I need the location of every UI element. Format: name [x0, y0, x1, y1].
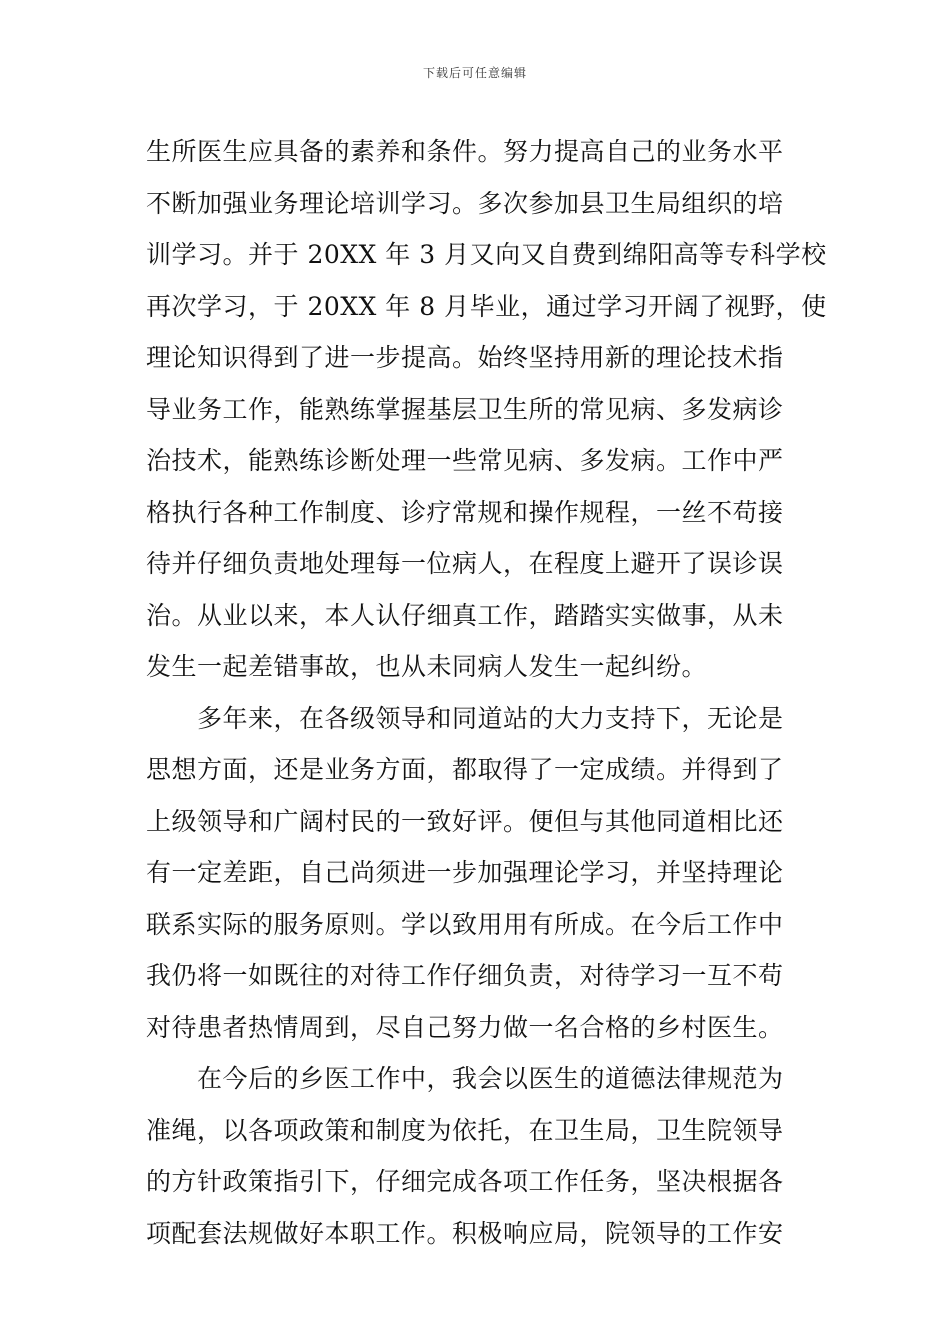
text-line: 上级领导和广阔村民的一致好评。便但与其他同道相比还: [146, 806, 784, 836]
text-line: 我仍将一如既往的对待工作仔细负责，对待学习一互不苟: [146, 961, 784, 990]
text-line: 思想方面，还是业务方面，都取得了一定成绩。并得到了: [146, 755, 784, 784]
text-line: 准绳，以各项政策和制度为依托，在卫生局，卫生院领导: [146, 1115, 784, 1145]
text-line: 生所医生应具备的素养和条件。努力提高自己的业务水平: [146, 137, 784, 166]
text-line: 导业务工作，能熟练掌握基层卫生所的常见病、多发病诊: [146, 394, 784, 424]
text-line: 再次学习，于 20XX 年 8 月毕业，通过学习开阔了视野，使: [146, 291, 827, 321]
text-line: 项配套法规做好本职工作。积极响应局，院领导的工作安: [146, 1218, 784, 1248]
text-line: 对待患者热情周到，尽自己努力做一名合格的乡村医生。: [146, 1012, 784, 1042]
page-header-note: 下载后可任意编辑: [422, 66, 527, 80]
text-line: 治。从业以来，本人认仔细真工作，踏踏实实做事，从未: [146, 600, 784, 630]
document-body: [146, 126, 827, 1259]
text-line: 有一定差距，自己尚须进一步加强理论学习，并坚持理论: [146, 858, 784, 887]
text-line: 不断加强业务理论培训学习。多次参加县卫生局组织的培: [146, 188, 784, 218]
text-line: 的方针政策指引下，仔细完成各项工作任务，坚决根据各: [146, 1167, 784, 1196]
text-line: 待并仔细负责地处理每一位病人，在程度上避开了误诊误: [146, 549, 784, 578]
text-line: 发生一起差错事故，也从未同病人发生一起纠纷。: [146, 652, 708, 681]
text-line: 多年来，在各级领导和同道站的大力支持下，无论是: [146, 703, 784, 733]
text-line: 联系实际的服务原则。学以致用用有所成。在今后工作中: [146, 909, 784, 939]
text-line: 训学习。并于 20XX 年 3 月又向又自费到绵阳高等专科学校: [146, 240, 827, 269]
text-line: 理论知识得到了进一步提高。始终坚持用新的理论技术指: [146, 343, 784, 372]
text-line: 格执行各种工作制度、诊疗常规和操作规程，一丝不苟接: [146, 497, 784, 527]
text-line: 治技术，能熟练诊断处理一些常见病、多发病。工作中严: [146, 446, 784, 475]
text-line: 在今后的乡医工作中，我会以医生的道德法律规范为: [146, 1064, 784, 1093]
